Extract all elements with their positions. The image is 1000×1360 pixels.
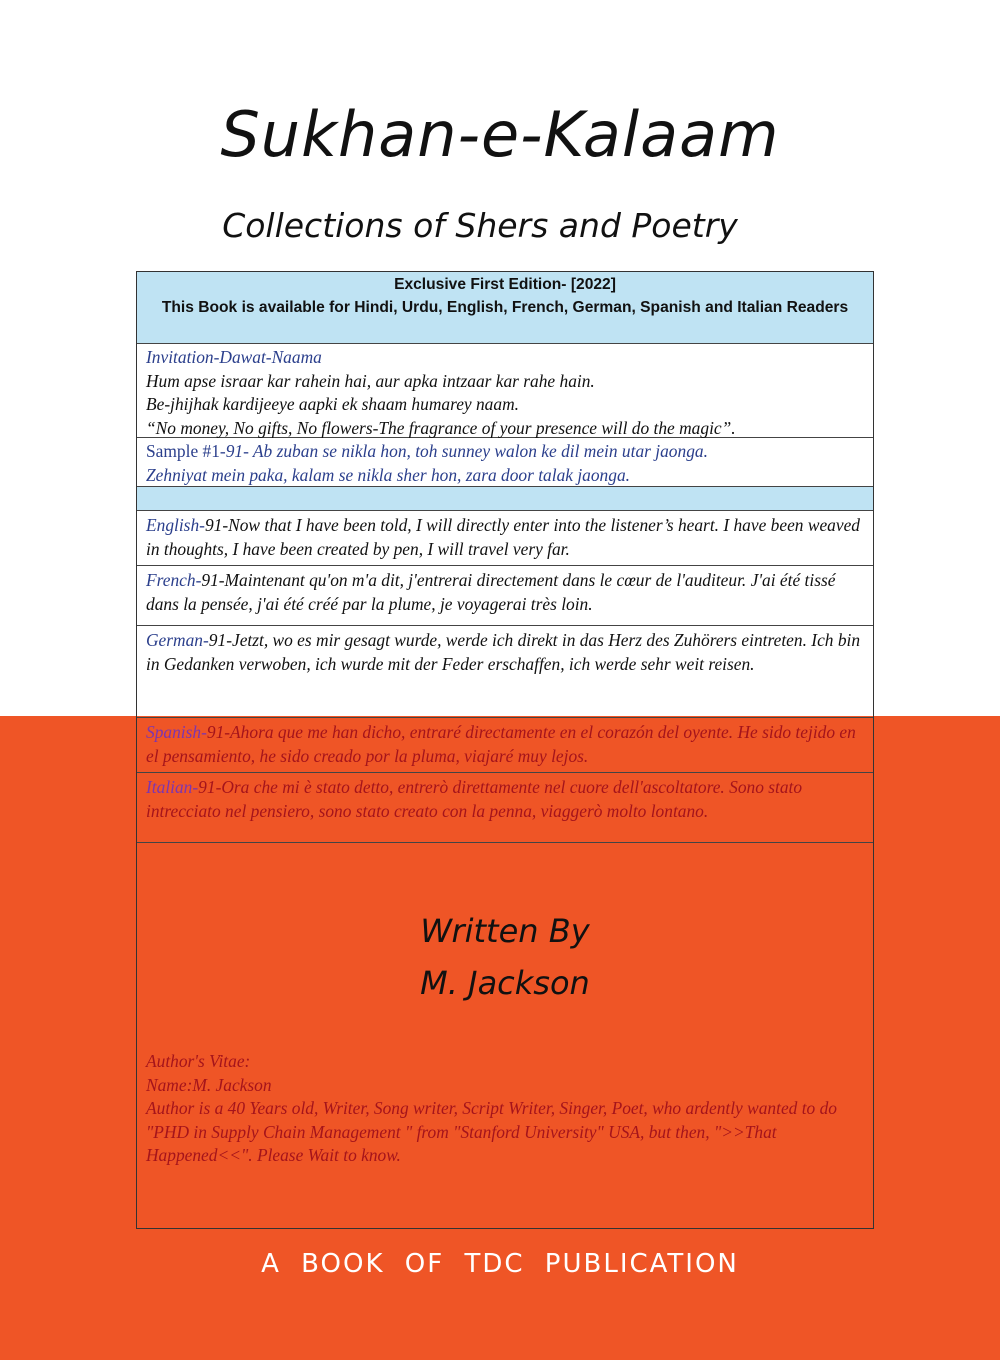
vitae-name: Name:M. Jackson bbox=[146, 1074, 272, 1095]
translation-text: 91-Maintenant qu'on m'a dit, j'entrerai directement dans le cœur de l'auditeur. J'ai été tissé dans la pensée, j'ai été créé par la plume, je voyagerai très loin. bbox=[146, 570, 836, 614]
availability-line: This Book is available for Hindi, Urdu, English, French, German, Spanish and Italian Readers bbox=[161, 299, 849, 316]
book-title: Sukhan-e-Kalaam bbox=[220, 98, 780, 171]
content-box bbox=[136, 271, 874, 1229]
sample-line: Zehniyat mein paka, kalam se nikla sher hon, zara door talak jaonga. bbox=[146, 464, 630, 485]
vitae-bio: Author is a 40 Years old, Writer, Song writer, Script Writer, Singer, Poet, who ardently wanted to do "PHD in Supply Chain Management " from "Stanford University" USA, but then, ">>That Happened<<". Please Wait to know. bbox=[146, 1098, 837, 1166]
translation-spanish bbox=[137, 718, 873, 773]
translation-text: 91-Ahora que me han dicho, entraré directamente en el corazón del oyente. He sido tejido en el pensamiento, he sido creado por la pluma, viajaré muy lejos. bbox=[146, 722, 856, 766]
written-by-heading: Written By bbox=[420, 912, 590, 950]
translation-text: 91-Ora che mi è stato detto, entrerò direttamente nel cuore dell'ascoltatore. Sono stato intrecciato nel pensiero, sono stato creato con la penna, viaggerò molto lontano. bbox=[146, 777, 803, 821]
invitation-heading: Invitation-Dawat-Naama bbox=[146, 347, 322, 367]
spacer-row bbox=[137, 487, 873, 511]
invitation-cell bbox=[137, 344, 873, 438]
author-vitae bbox=[146, 1050, 868, 1168]
edition-line: Exclusive First Edition- [2022] bbox=[394, 276, 616, 293]
language-label: French- bbox=[146, 570, 202, 590]
book-subtitle: Collections of Shers and Poetry bbox=[222, 206, 738, 245]
invitation-line: “No money, No gifts, No flowers-The fragrance of your presence will do the magic”. bbox=[146, 417, 736, 438]
translation-italian bbox=[137, 773, 873, 843]
invitation-line: Hum apse israar kar rahein hai, aur apka intzaar kar rahe hain. bbox=[146, 370, 595, 391]
translation-text: 91-Now that I have been told, I will directly enter into the listener’s heart. I have been weaved in thoughts, I have been created by pen, I will travel very far. bbox=[146, 515, 860, 559]
translation-text: 91-Jetzt, wo es mir gesagt wurde, werde ich direkt in das Herz des Zuhörers eintreten. Ich bin in Gedanken verwoben, ich wurde mit der Feder erschaffen, ich werde sehr weit reisen. bbox=[146, 630, 861, 674]
publisher-line: A BOOK OF TDC PUBLICATION bbox=[261, 1249, 739, 1279]
translation-english bbox=[137, 511, 873, 566]
author-name: M. Jackson bbox=[420, 964, 590, 1002]
translation-french bbox=[137, 566, 873, 626]
sample-cell bbox=[137, 438, 873, 487]
vitae-label: Author's Vitae: bbox=[146, 1051, 251, 1071]
language-label: Spanish- bbox=[146, 722, 207, 742]
invitation-line: Be-jhijhak kardijeeye aapki ek shaam humarey naam. bbox=[146, 394, 519, 415]
sample-label: Sample #1- bbox=[146, 441, 226, 461]
edition-header bbox=[137, 272, 873, 344]
language-label: Italian- bbox=[146, 777, 199, 797]
sample-line: 91- Ab zuban se nikla hon, toh sunney walon ke dil mein utar jaonga. bbox=[225, 441, 708, 461]
language-label: English- bbox=[146, 515, 205, 535]
translation-german bbox=[137, 626, 873, 718]
language-label: German- bbox=[146, 630, 209, 650]
